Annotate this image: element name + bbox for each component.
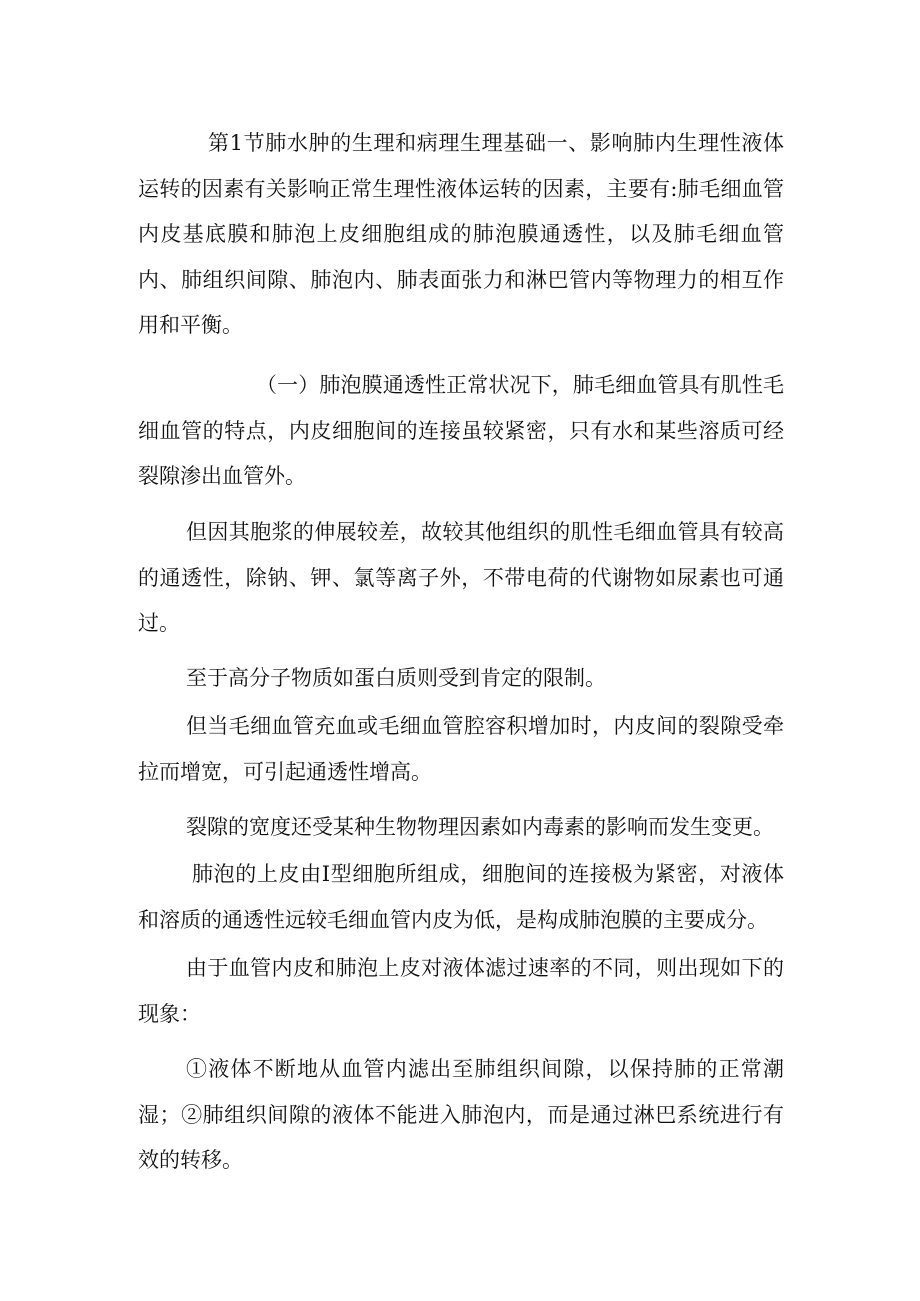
paragraph-gap-width: 裂隙的宽度还受某种生物物理因素如内毒素的影响而发生变更。	[186, 815, 774, 839]
paragraph-fluid-transfer: ①液体不断地从血管内滤出至肺组织间隙，以保持肺的正常潮湿；②肺组织间隙的液体不能进入肺泡内，而是通过淋巴系统进行有效的转移。	[138, 1057, 784, 1173]
paragraph-permeability: 但因其胞浆的伸展较差，故较其他组织的肌性毛细血管具有较高的通透性，除钠、钾、氯等离子外，不带电荷的代谢物如尿素也可通过。	[138, 520, 784, 636]
paragraph-macromolecules: 至于高分子物质如蛋白质则受到肯定的限制。	[186, 666, 606, 690]
paragraph-intro: 第1节肺水肿的生理和病理生理基础一、影响肺内生理性液体运转的因素有关影响正常生理性液体运转的因素，主要有:肺毛细血管内皮基底膜和肺泡上皮细胞组成的肺泡膜通透性，以及肺毛细血管内、肺组织间隙、肺泡内、肺表面张力和淋巴管内等物理力的相互作用和平衡。	[138, 131, 784, 338]
paragraph-capillary-congestion: 但当毛细血管充血或毛细血管腔容积增加时，内皮间的裂隙受牵拉而增宽，可引起通透性增高。	[138, 714, 784, 784]
paragraph-alveolar-epithelium: 肺泡的上皮由I型细胞所组成，细胞间的连接极为紧密，对液体和溶质的通透性远较毛细血管内皮为低，是构成肺泡膜的主要成分。	[138, 862, 784, 932]
paragraph-alveolar-membrane: （一）肺泡膜通透性正常状况下，肺毛细血管具有肌性毛细血管的特点，内皮细胞间的连接虽较紧密，只有水和某些溶质可经裂隙渗出血管外。	[138, 373, 784, 489]
paragraph-filtration-rate: 由于血管内皮和肺泡上皮对液体滤过速率的不同，则出现如下的现象：	[138, 956, 784, 1026]
